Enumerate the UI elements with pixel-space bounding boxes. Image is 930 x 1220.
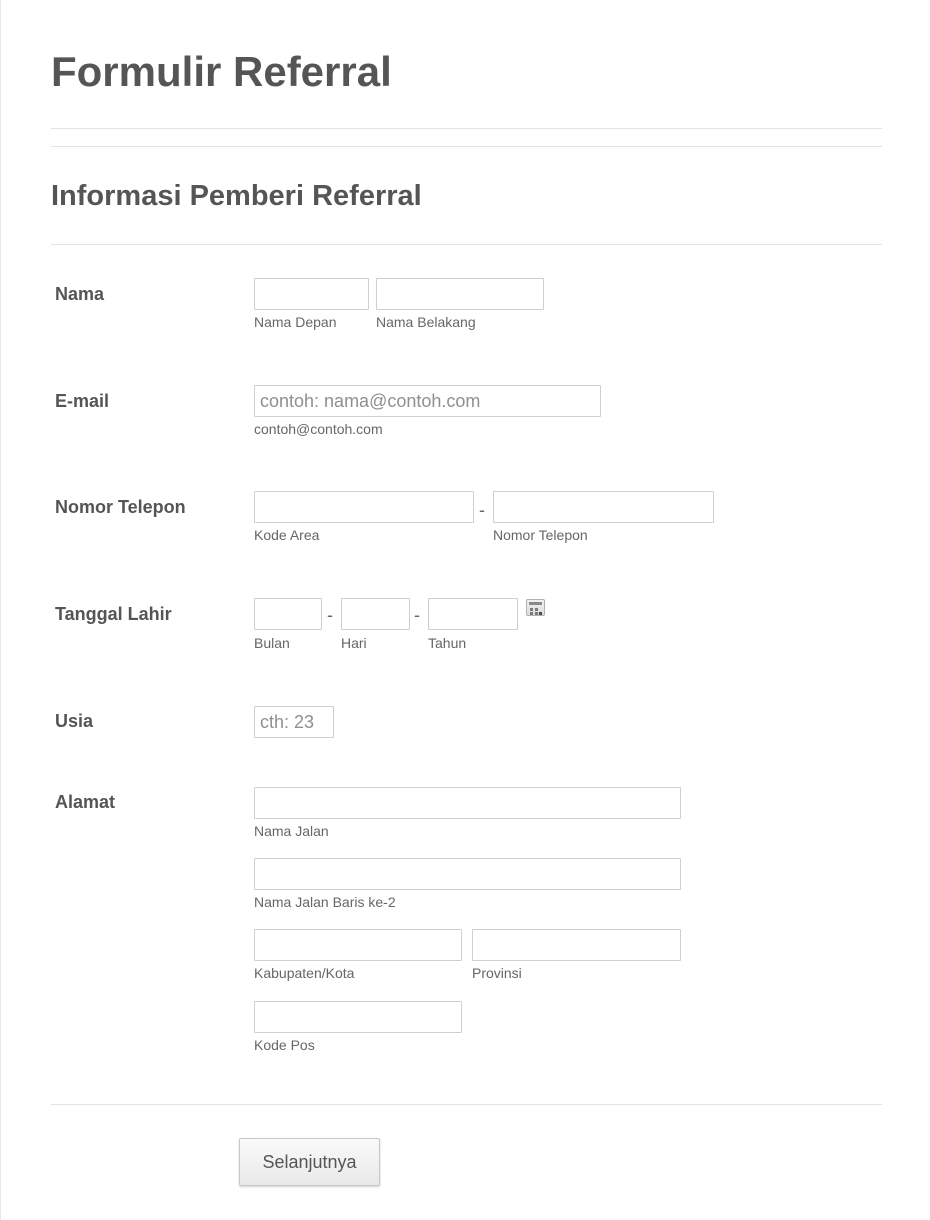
postal-code-input[interactable] [254,1001,462,1033]
email-label: E-mail [55,391,110,411]
postal-code-sublabel: Kode Pos [254,1037,315,1053]
last-name-sublabel: Nama Belakang [376,314,476,330]
birth-day-input[interactable] [341,598,410,630]
age-input[interactable] [254,706,334,738]
birth-year-input[interactable] [428,598,518,630]
date-separator: - [414,605,420,625]
city-sublabel: Kabupaten/Kota [254,965,355,981]
street-input[interactable] [254,787,681,819]
birth-year-sublabel: Tahun [428,635,467,651]
birthdate-label: Tanggal Lahir [55,604,172,624]
province-sublabel: Provinsi [472,965,522,981]
phone-separator: - [479,500,485,520]
birth-day-sublabel: Hari [341,635,367,651]
area-code-input[interactable] [254,491,474,523]
birth-month-sublabel: Bulan [254,635,290,651]
street2-input[interactable] [254,858,681,890]
phone-label: Nomor Telepon [55,497,186,517]
birth-month-input[interactable] [254,598,322,630]
calendar-icon[interactable] [526,599,545,616]
first-name-sublabel: Nama Depan [254,314,337,330]
address-label: Alamat [55,792,116,812]
last-name-input[interactable] [376,278,544,310]
street-sublabel: Nama Jalan [254,823,329,839]
divider [51,146,882,147]
divider [51,244,882,245]
phone-number-sublabel: Nomor Telepon [493,527,588,543]
divider [51,128,882,129]
email-input[interactable] [254,385,601,417]
age-label: Usia [55,711,94,731]
phone-number-input[interactable] [493,491,714,523]
area-code-sublabel: Kode Area [254,527,320,543]
email-sublabel: contoh@contoh.com [254,421,383,437]
province-input[interactable] [472,929,681,961]
date-separator: - [327,605,333,625]
next-button[interactable]: Selanjutnya [239,1138,380,1186]
divider [51,1104,882,1105]
street2-sublabel: Nama Jalan Baris ke-2 [254,894,396,910]
section-title: Informasi Pemberi Referral [51,180,422,212]
first-name-input[interactable] [254,278,369,310]
form-title: Formulir Referral [51,48,392,95]
city-input[interactable] [254,929,462,961]
name-label: Nama [55,284,105,304]
